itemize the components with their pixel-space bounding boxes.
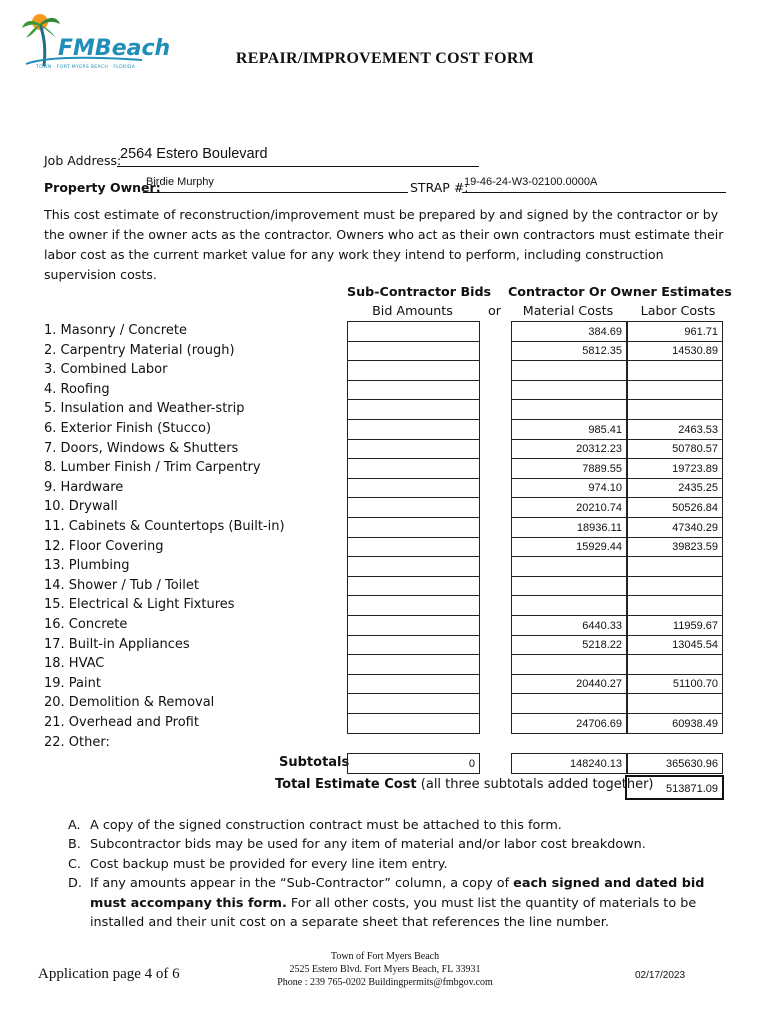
material-cell[interactable] bbox=[511, 556, 627, 577]
bid-cell[interactable] bbox=[347, 517, 480, 538]
labor-value: 2435.25 bbox=[678, 482, 718, 495]
material-cell[interactable] bbox=[511, 399, 627, 420]
note-key: D. bbox=[68, 876, 82, 892]
job-address-label: Job Address: bbox=[44, 153, 122, 168]
line-item-label: 13. Plumbing bbox=[44, 558, 130, 574]
footer-address-block bbox=[250, 950, 520, 989]
bid-cell[interactable] bbox=[347, 399, 480, 420]
material-cell[interactable] bbox=[511, 458, 627, 479]
note-item bbox=[68, 835, 728, 854]
subtotal-bid-cell[interactable] bbox=[347, 753, 480, 774]
labor-value: 50526.84 bbox=[672, 501, 718, 514]
material-value: 7889.55 bbox=[582, 462, 622, 475]
note-item bbox=[68, 874, 728, 932]
bid-cell[interactable] bbox=[347, 341, 480, 362]
line-item-label: 11. Cabinets & Countertops (Built-in) bbox=[44, 519, 285, 534]
bid-cell[interactable] bbox=[347, 360, 480, 381]
footer-town: Town of Fort Myers Beach bbox=[330, 951, 440, 962]
job-address-value: 2564 Estero Boulevard bbox=[120, 146, 268, 162]
note-key: A. bbox=[68, 818, 81, 833]
note-key: B. bbox=[68, 837, 81, 853]
property-owner-value: Birdie Murphy bbox=[146, 176, 214, 188]
labor-cell[interactable] bbox=[627, 380, 723, 401]
line-item-label: 5. Insulation and Weather-strip bbox=[44, 401, 245, 417]
bid-cell[interactable] bbox=[347, 497, 480, 518]
material-cell[interactable] bbox=[511, 380, 627, 401]
material-value: 24706.69 bbox=[576, 717, 622, 730]
bid-cell[interactable] bbox=[347, 674, 480, 695]
bid-cell[interactable] bbox=[347, 419, 480, 440]
bid-cell[interactable] bbox=[347, 478, 480, 499]
material-value: 18936.11 bbox=[576, 521, 622, 534]
bid-cell[interactable] bbox=[347, 458, 480, 479]
labor-cell[interactable] bbox=[627, 321, 723, 342]
owner-estimates-header: Contractor Or Owner Estimates bbox=[508, 284, 732, 299]
labor-costs-header: Labor Costs bbox=[640, 303, 716, 318]
material-value: 5812.35 bbox=[582, 345, 622, 358]
bid-cell[interactable] bbox=[347, 595, 480, 616]
subtotals-label: Subtotals bbox=[279, 755, 350, 770]
material-cell[interactable] bbox=[511, 654, 627, 675]
sub-contractor-header: Sub-Contractor Bids bbox=[347, 284, 492, 299]
total-estimate-cell[interactable] bbox=[625, 775, 724, 800]
intro-paragraph: This cost estimate of reconstruction/improvement must be prepared by and signed by the contractor or by the owner if the owner acts as the contractor. Owners who act as their own contractors must estimate their labor cost as the current market value for any work they intend to perform, including construction supervision costs. bbox=[44, 207, 724, 282]
labor-value: 2463.53 bbox=[678, 423, 718, 436]
labor-cell[interactable] bbox=[627, 654, 723, 675]
page-indicator: Application page 4 of 6 bbox=[38, 966, 180, 982]
labor-cell[interactable] bbox=[627, 537, 723, 558]
note-item bbox=[68, 855, 728, 874]
labor-cell[interactable] bbox=[627, 399, 723, 420]
bid-cell[interactable] bbox=[347, 380, 480, 401]
note-text bbox=[90, 874, 728, 932]
labor-cell[interactable] bbox=[627, 693, 723, 714]
labor-value: 13045.54 bbox=[672, 639, 718, 652]
logo-brand: FMBeach bbox=[58, 36, 171, 61]
labor-value: 39823.59 bbox=[672, 541, 718, 554]
line-item-label: 9. Hardware bbox=[44, 479, 124, 495]
labor-cell[interactable] bbox=[627, 360, 723, 381]
material-cell[interactable] bbox=[511, 517, 627, 538]
strap-value: 19-46-24-W3-02100.0000A bbox=[464, 176, 598, 188]
material-costs-header: Material Costs bbox=[522, 303, 614, 318]
note-d-bold: each signed and dated bid must accompany this form. bbox=[90, 876, 705, 911]
labor-value: 11959.67 bbox=[672, 619, 718, 632]
labor-cell[interactable] bbox=[627, 595, 723, 616]
subtotal-material-value: 148240.13 bbox=[570, 758, 622, 770]
line-item-label: 20. Demolition & Removal bbox=[44, 695, 215, 711]
material-cell[interactable] bbox=[511, 419, 627, 440]
bid-cell[interactable] bbox=[347, 615, 480, 636]
subtotal-labor-value: 365630.96 bbox=[666, 758, 718, 770]
property-owner-field[interactable] bbox=[143, 175, 408, 193]
labor-cell[interactable] bbox=[627, 419, 723, 440]
material-value: 20312.23 bbox=[576, 443, 622, 456]
bid-cell[interactable] bbox=[347, 576, 480, 597]
material-value: 20440.27 bbox=[576, 678, 622, 691]
line-item-label: 15. Electrical & Light Fixtures bbox=[44, 597, 235, 613]
labor-cell[interactable] bbox=[627, 576, 723, 597]
notes-list bbox=[68, 816, 728, 932]
bid-cell[interactable] bbox=[347, 635, 480, 656]
footer-contact: Phone : 239 765-0202 Buildingpermits@fmbgov.com bbox=[277, 977, 493, 988]
material-cell[interactable] bbox=[511, 341, 627, 362]
line-item-label: 19. Paint bbox=[44, 675, 101, 691]
material-cell[interactable] bbox=[511, 693, 627, 714]
footer-address: 2525 Estero Blvd. Fort Myers Beach, FL 33931 bbox=[289, 964, 481, 975]
labor-cell[interactable] bbox=[627, 674, 723, 695]
bid-cell[interactable] bbox=[347, 556, 480, 577]
line-item-label: 4. Roofing bbox=[44, 381, 110, 397]
total-estimate-value: 513871.09 bbox=[666, 783, 718, 795]
material-cell[interactable] bbox=[511, 439, 627, 460]
line-item-label: 1. Masonry / Concrete bbox=[44, 323, 187, 338]
note-item bbox=[68, 816, 728, 835]
labor-cell[interactable] bbox=[627, 341, 723, 362]
note-d-part1: If any amounts appear in the “Sub-Contractor” column, a copy of bbox=[90, 876, 514, 892]
material-value: 985.41 bbox=[588, 423, 622, 436]
line-item-label: 2. Carpentry Material (rough) bbox=[44, 342, 235, 358]
material-cell[interactable] bbox=[511, 713, 627, 734]
line-item-label: 17. Built-in Appliances bbox=[44, 636, 190, 652]
line-item-label: 18. HVAC bbox=[44, 656, 105, 672]
bid-amounts-header: Bid Amounts bbox=[372, 303, 453, 318]
line-item-label: 14. Shower / Tub / Toilet bbox=[44, 577, 199, 593]
bid-cell[interactable] bbox=[347, 321, 480, 342]
subtotal-bid-value: 0 bbox=[468, 758, 475, 770]
labor-value: 51100.70 bbox=[672, 678, 718, 691]
footer-date: 02/17/2023 bbox=[635, 970, 686, 981]
material-value: 974.10 bbox=[588, 482, 622, 495]
property-owner-label: Property Owner: bbox=[44, 180, 161, 195]
material-cell[interactable] bbox=[511, 674, 627, 695]
bid-cell[interactable] bbox=[347, 439, 480, 460]
line-item-label: 8. Lumber Finish / Trim Carpentry bbox=[44, 460, 261, 476]
note-text: Cost backup must be provided for every line item entry. bbox=[90, 856, 448, 872]
job-address-field[interactable] bbox=[117, 144, 479, 167]
material-cell[interactable] bbox=[511, 360, 627, 381]
material-cell[interactable] bbox=[511, 497, 627, 518]
line-item-label: 22. Other: bbox=[44, 734, 110, 750]
material-value: 15929.44 bbox=[576, 541, 622, 554]
total-label bbox=[275, 777, 654, 792]
material-cell[interactable] bbox=[511, 615, 627, 636]
material-cell[interactable] bbox=[511, 595, 627, 616]
bid-cell[interactable] bbox=[347, 654, 480, 675]
line-item-label: 16. Concrete bbox=[44, 617, 128, 632]
material-value: 6440.33 bbox=[582, 619, 622, 632]
labor-cell[interactable] bbox=[627, 478, 723, 499]
labor-cell[interactable] bbox=[627, 615, 723, 636]
material-cell[interactable] bbox=[511, 478, 627, 499]
line-item-label: 6. Exterior Finish (Stucco) bbox=[44, 421, 212, 436]
strap-label: STRAP #: bbox=[410, 180, 469, 195]
material-cell[interactable] bbox=[511, 576, 627, 597]
note-text: A copy of the signed construction contract must be attached to this form. bbox=[90, 818, 562, 833]
bid-cell[interactable] bbox=[347, 713, 480, 734]
labor-value: 961.71 bbox=[684, 325, 718, 338]
labor-value: 60938.49 bbox=[672, 717, 718, 730]
line-item-label: 3. Combined Labor bbox=[44, 362, 168, 378]
line-item-label: 12. Floor Covering bbox=[44, 538, 164, 554]
material-value: 384.69 bbox=[588, 325, 622, 338]
subtotal-labor-cell[interactable] bbox=[627, 753, 723, 774]
material-cell[interactable] bbox=[511, 321, 627, 342]
note-key: C. bbox=[68, 856, 82, 872]
material-cell[interactable] bbox=[511, 537, 627, 558]
bid-cell[interactable] bbox=[347, 537, 480, 558]
line-item-label: 10. Drywall bbox=[44, 499, 118, 515]
labor-cell[interactable] bbox=[627, 517, 723, 538]
labor-value: 47340.29 bbox=[672, 521, 718, 534]
labor-value: 14530.89 bbox=[672, 345, 718, 358]
labor-cell[interactable] bbox=[627, 439, 723, 460]
logo-tagline: TOWN · FORT MYERS BEACH · FLORIDA bbox=[36, 65, 136, 70]
labor-value: 19723.89 bbox=[672, 462, 718, 475]
labor-cell[interactable] bbox=[627, 497, 723, 518]
line-item-label: 7. Doors, Windows & Shutters bbox=[44, 440, 239, 456]
line-item-label: 21. Overhead and Profit bbox=[44, 715, 199, 730]
or-label: or bbox=[488, 303, 501, 318]
bid-cell[interactable] bbox=[347, 693, 480, 714]
labor-cell[interactable] bbox=[627, 635, 723, 656]
labor-cell[interactable] bbox=[627, 556, 723, 577]
form-title: REPAIR/IMPROVEMENT COST FORM bbox=[235, 50, 535, 67]
labor-cell[interactable] bbox=[627, 458, 723, 479]
material-value: 5218.22 bbox=[582, 639, 622, 652]
total-label-rest: (all three subtotals added together) bbox=[420, 777, 654, 792]
material-cell[interactable] bbox=[511, 635, 627, 656]
labor-cell[interactable] bbox=[627, 713, 723, 734]
strap-field[interactable] bbox=[462, 175, 726, 193]
subtotal-material-cell[interactable] bbox=[511, 753, 627, 774]
note-d-part2: For all other costs, you must list the quantity of materials to be installed and their unit cost on a separate sheet that references the line number. bbox=[90, 895, 697, 931]
labor-value: 50780.57 bbox=[672, 443, 718, 456]
note-text: Subcontractor bids may be used for any item of material and/or labor cost breakdown. bbox=[90, 837, 646, 853]
total-label-bold: Total Estimate Cost bbox=[275, 777, 417, 792]
material-value: 20210.74 bbox=[576, 501, 622, 514]
